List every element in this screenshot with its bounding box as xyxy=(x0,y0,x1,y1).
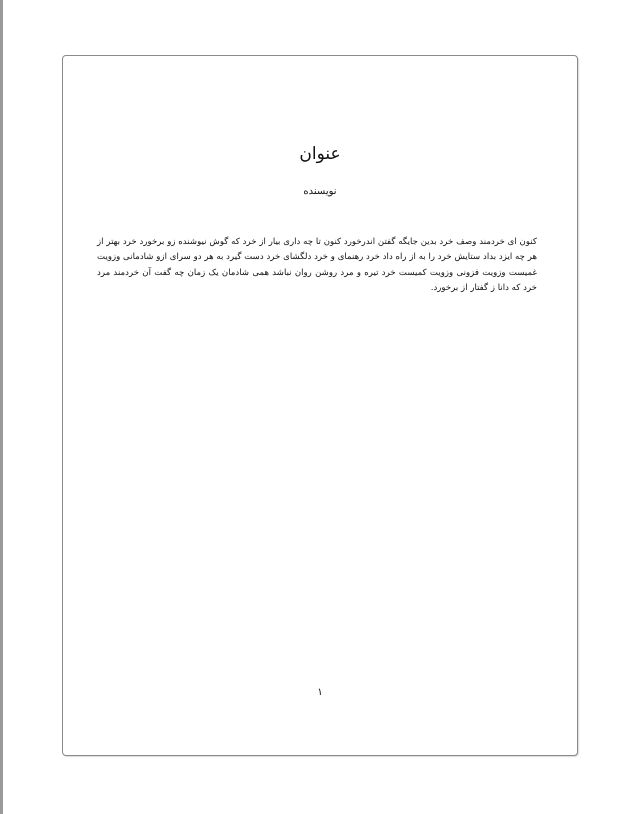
document-author: نویسنده xyxy=(303,186,337,197)
viewer-left-edge xyxy=(0,0,3,814)
document-title: عنوان xyxy=(299,144,341,164)
page-number: ۱ xyxy=(317,687,323,698)
document-page xyxy=(62,55,578,756)
document-body-paragraph: کنون ای خردمند وصف خرد بدین جایگه گفتن اندرخورد کنون تا چه داری بیار از خرد که گوش نیوشنده زو برخورد خرد بهتر از هر چه ایزد بداد ستایش خرد را به از راه داد خرد رهنمای و خرد دلگشای خرد دست گیرد به هر دو سرای ازو شادمانی وزویت غمیست وزویت فزونی وزویت کمیست خرد تیره و مرد روشن روان نباشد همی شادمان یک زمان چه گفت آن خردمند مرد خرد که دانا ز گفتار از برخورد. xyxy=(97,237,537,294)
